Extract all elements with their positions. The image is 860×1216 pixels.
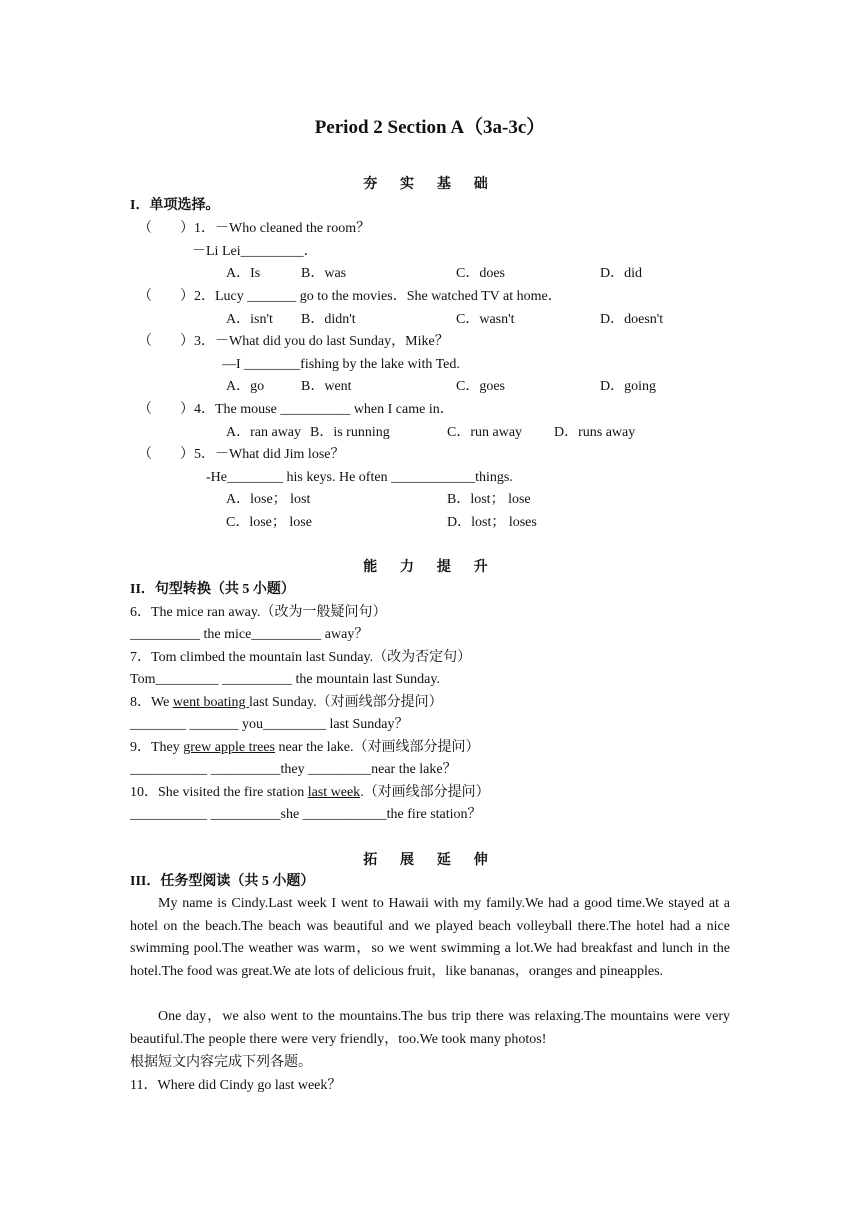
question-7-answer: Tom_________ __________ the mountain last Sunday.	[130, 672, 440, 687]
question-2-option-a: A．isn't	[226, 312, 273, 327]
reading-paragraph-1-text: My name is Cindy.Last week I went to Hawaii with my family.We had a good time.We stayed at a hotel on the beach.The beach was beautiful and we played beach volleyball there.The hotel had a nice swimming pool.The weather was warm，so we went swimming a lot.We had breakfast and lunch in the hotel.The food was great.We ate lots of delicious fruit，like bananas，oranges and pineapples.	[130, 896, 730, 979]
question-5-option-d: D．lost； loses	[447, 515, 537, 530]
question-10-answer: ___________ __________she ____________the fire station？	[130, 807, 482, 822]
question-10-pre: 10．She visited the fire station	[130, 785, 308, 800]
question-3-line2: —I ________fishing by the lake with Ted.	[222, 357, 460, 372]
question-8-post: last Sunday.（对画线部分提问）	[249, 695, 443, 710]
question-1-line2: －Li Lei_________．	[192, 244, 318, 259]
question-9-pre: 9．They	[130, 740, 184, 755]
question-10-prompt	[130, 784, 490, 802]
question-5-option-b: B．lost； lose	[447, 492, 531, 507]
question-2-stem: （ ）2．Lucy _______ go to the movies．She watched TV at home．	[138, 289, 562, 304]
question-1-stem: （ ）1．－Who cleaned the room？	[138, 221, 371, 236]
part-label-2: II．句型转换（共 5 小题）	[130, 582, 295, 597]
question-3-option-c: C．goes	[456, 379, 505, 394]
question-8-answer: ________ _______ you_________ last Sunday？	[130, 717, 409, 732]
reading-instruction: 根据短文内容完成下列各题。	[130, 1055, 312, 1070]
question-5-option-a: A．lose； lost	[226, 492, 311, 507]
question-6-prompt: 6．The mice ran away.（改为一般疑问句）	[130, 605, 387, 620]
question-1-option-b: B．was	[301, 266, 347, 281]
section-heading-ability: 能 力 提 升	[363, 559, 497, 575]
question-11-prompt: 11．Where did Cindy go last week？	[130, 1078, 342, 1093]
question-4-option-d: D．runs away	[554, 425, 636, 440]
section-heading-basics: 夯 实 基 础	[363, 176, 497, 192]
part-label-3: III．任务型阅读（共 5 小题）	[130, 874, 315, 889]
reading-paragraph-2	[130, 1006, 730, 1051]
question-3-stem: （ ）3．－What did you do last Sunday，Mike？	[138, 334, 449, 349]
question-3-option-b: B．went	[301, 379, 352, 394]
question-10-underlined: last week	[307, 785, 361, 800]
reading-paragraph-2-text: One day，we also went to the mountains.The bus trip there was relaxing.The mountains were very beautiful.The people there were very friendly，too.We took many photos!	[130, 1009, 730, 1047]
question-10-post: .（对画线部分提问）	[360, 785, 490, 800]
page-title: Period 2 Section A（3a-3c）	[314, 117, 546, 138]
part-label-1: I．单项选择。	[130, 198, 220, 213]
section-heading-extension: 拓 展 延 伸	[363, 852, 497, 868]
question-9-underlined: grew apple trees	[183, 740, 275, 755]
question-2-option-b: B．didn't	[301, 312, 356, 327]
question-4-option-b: B．is running	[310, 425, 390, 440]
question-3-option-a: A．go	[226, 379, 265, 394]
question-1-option-a: A．Is	[226, 266, 261, 281]
question-5-line2: -He________ his keys. He often ____________things.	[206, 470, 513, 485]
question-9-answer: ___________ __________they _________near the lake？	[130, 762, 457, 777]
question-1-option-d: D．did	[600, 266, 642, 281]
question-4-option-a: A．ran away	[226, 425, 302, 440]
question-7-prompt: 7．Tom climbed the mountain last Sunday.（改为否定句）	[130, 650, 472, 665]
question-1-option-c: C．does	[456, 266, 505, 281]
question-9-prompt	[130, 739, 480, 757]
question-2-option-c: C．wasn't	[456, 312, 515, 327]
question-9-post: near the lake.（对画线部分提问）	[275, 740, 480, 755]
question-8-prompt	[130, 694, 443, 712]
reading-paragraph-1	[130, 893, 730, 983]
question-4-option-c: C．run away	[447, 425, 523, 440]
question-6-answer: __________ the mice__________ away？	[130, 627, 369, 642]
question-8-pre: 8．We	[130, 695, 173, 710]
question-2-option-d: D．doesn't	[600, 312, 664, 327]
question-3-option-d: D．going	[600, 379, 656, 394]
question-5-option-c: C．lose； lose	[226, 515, 312, 530]
question-5-stem: （ ）5．－What did Jim lose？	[138, 447, 345, 462]
question-4-stem: （ ）4．The mouse __________ when I came in．	[138, 402, 454, 417]
question-8-underlined: went boating	[172, 695, 250, 710]
